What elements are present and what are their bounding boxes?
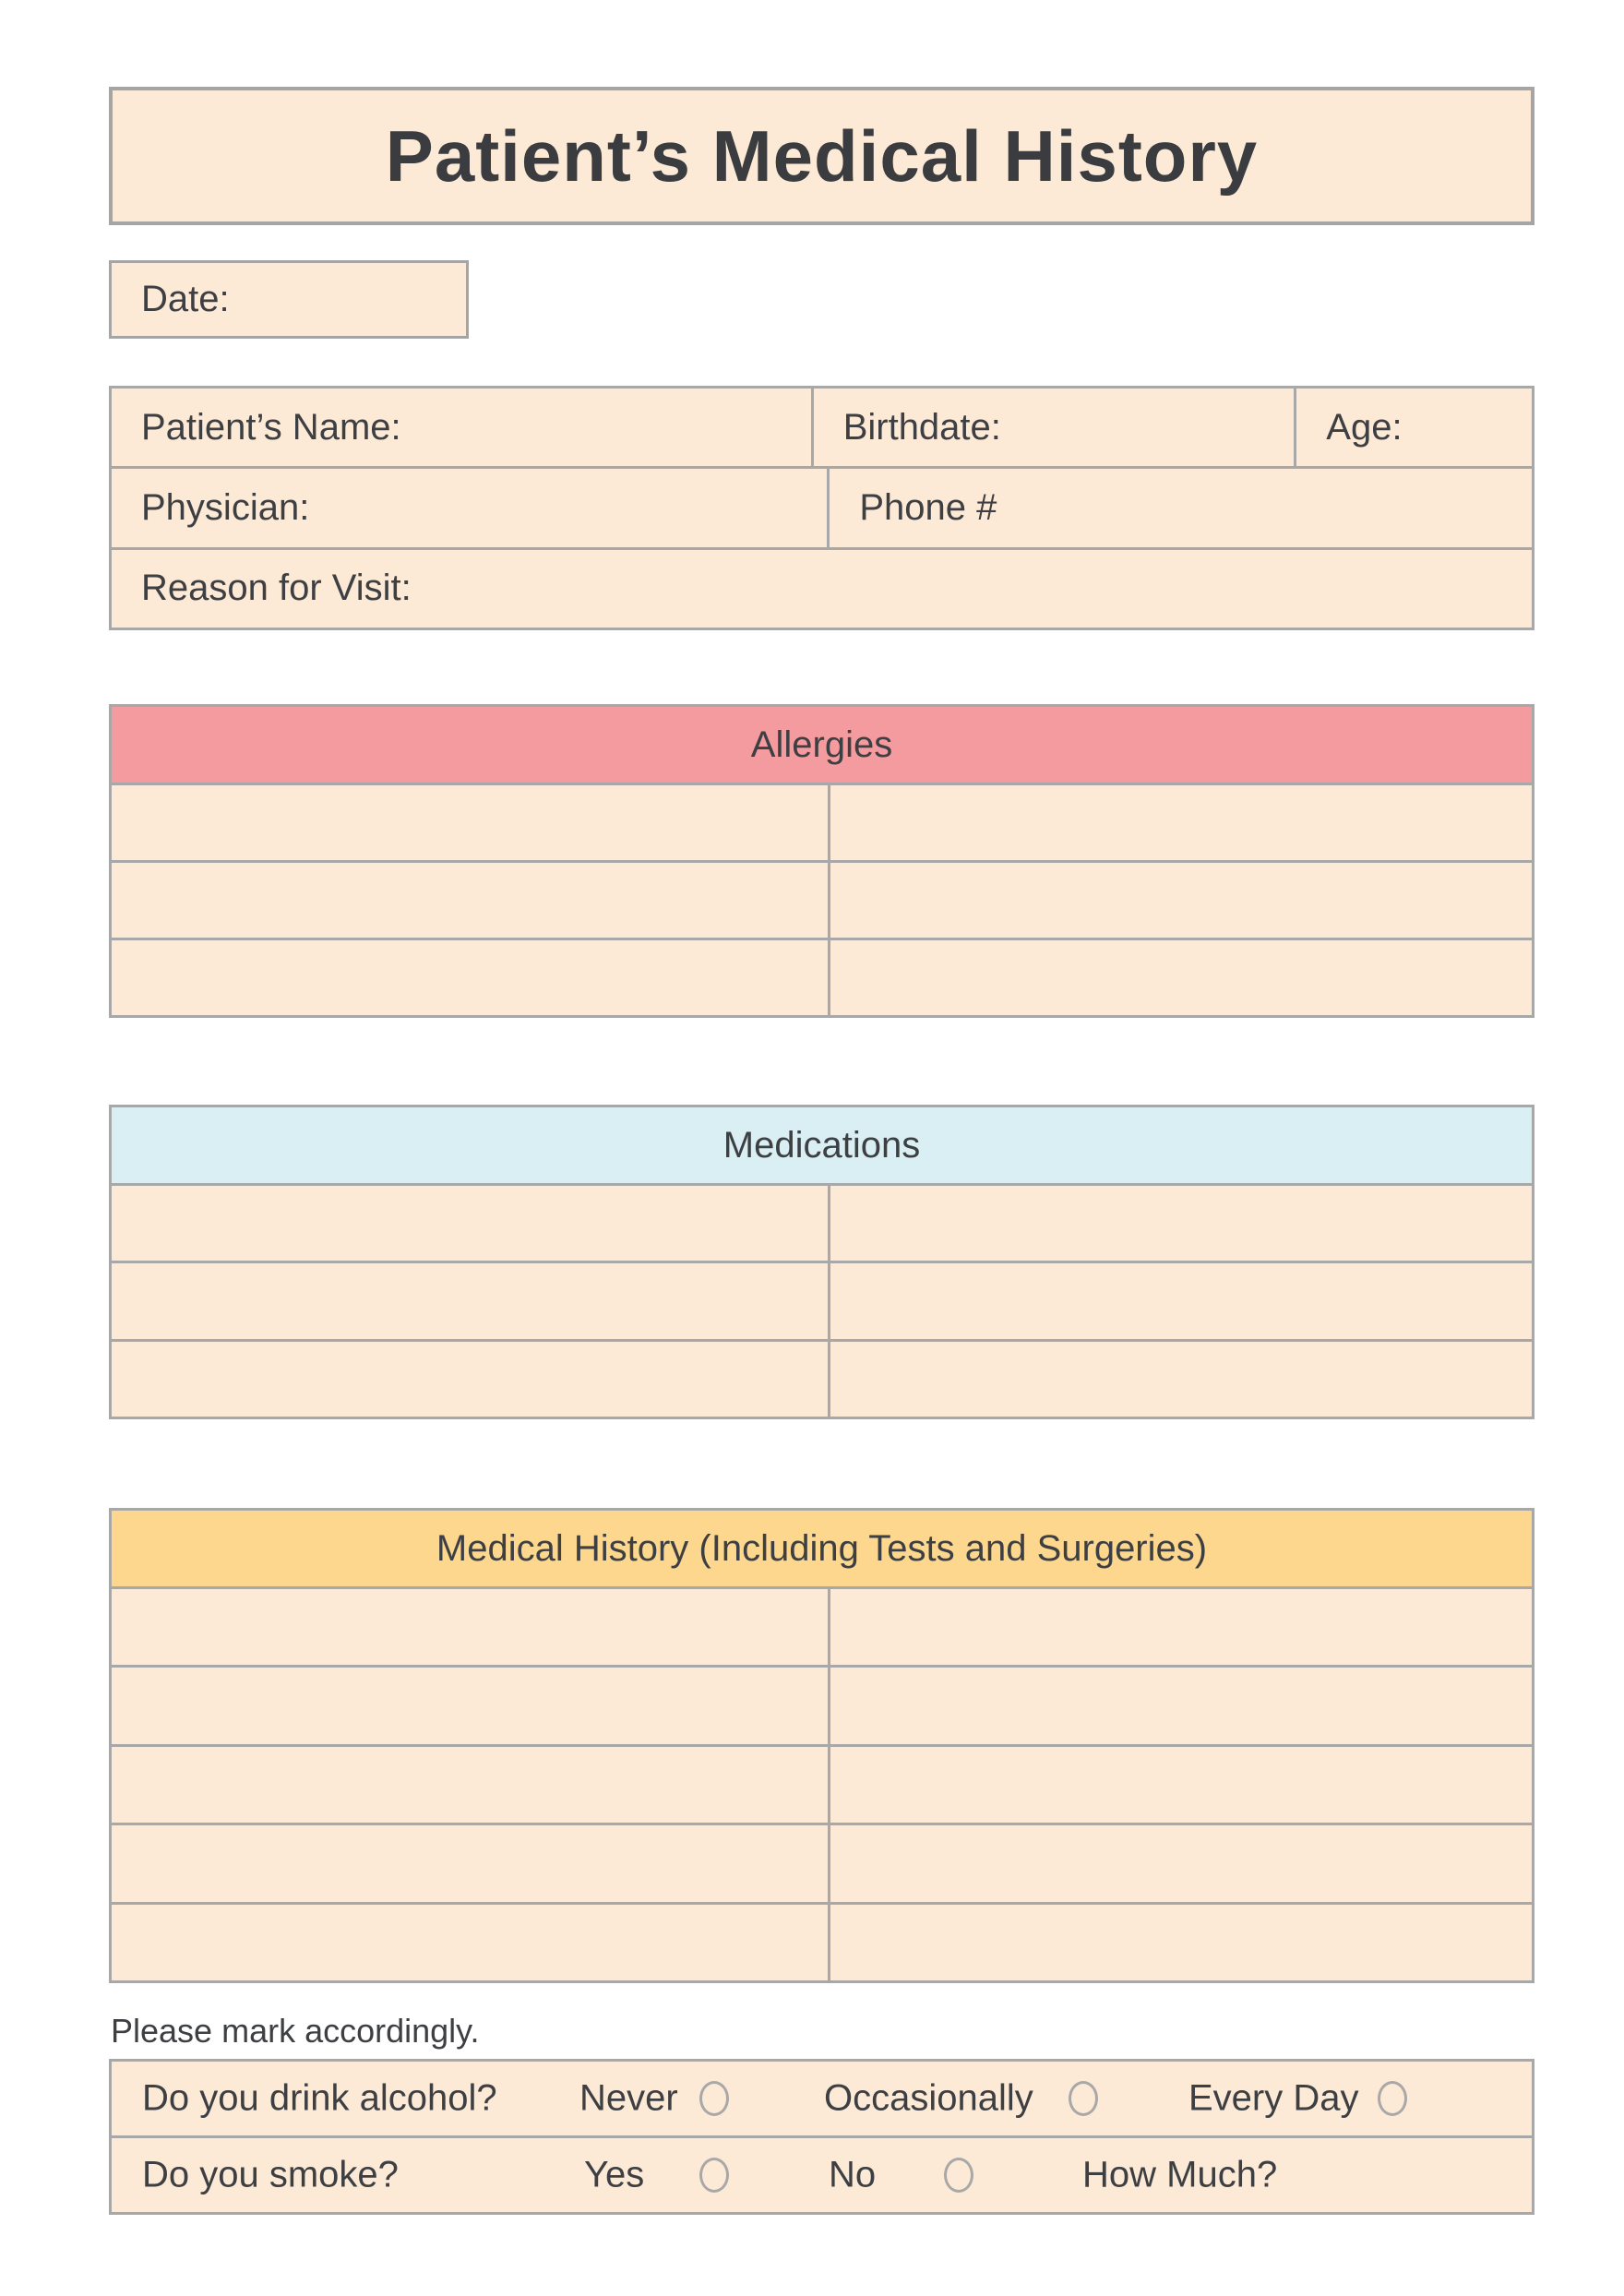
birthdate-label: Birthdate: bbox=[842, 406, 1001, 448]
questions-table bbox=[109, 2059, 1534, 2215]
page-title: Patient’s Medical History bbox=[385, 114, 1259, 197]
medical-history-input-cell[interactable] bbox=[112, 1589, 828, 1665]
medical-history-input-cell[interactable] bbox=[830, 1747, 1532, 1823]
medical-history-input-cell[interactable] bbox=[112, 1825, 828, 1901]
birthdate-cell[interactable] bbox=[814, 389, 1295, 466]
medical-history-input-cell[interactable] bbox=[112, 1905, 828, 1980]
allergy-input-cell[interactable] bbox=[830, 940, 1532, 1015]
table-row bbox=[112, 469, 1532, 546]
allergies-table bbox=[109, 704, 1534, 1018]
medication-input-cell[interactable] bbox=[112, 1342, 828, 1417]
reason-for-visit-cell[interactable] bbox=[112, 550, 1532, 628]
age-cell[interactable] bbox=[1296, 389, 1532, 466]
medical-history-input-cell[interactable] bbox=[830, 1825, 1532, 1901]
table-row bbox=[112, 1186, 1532, 1261]
radio-smoking-yes[interactable] bbox=[699, 2158, 729, 2193]
age-label: Age: bbox=[1326, 406, 1403, 448]
allergy-input-cell[interactable] bbox=[830, 863, 1532, 938]
table-row bbox=[112, 1589, 1532, 1665]
radio-alcohol-never[interactable] bbox=[699, 2081, 729, 2116]
alcohol-question-label: Do you drink alcohol? bbox=[142, 2077, 497, 2119]
table-row bbox=[112, 1263, 1532, 1338]
table-row bbox=[112, 785, 1532, 860]
table-row bbox=[112, 1668, 1532, 1743]
date-field[interactable] bbox=[109, 260, 469, 339]
how-much-label: How Much? bbox=[1082, 2154, 1278, 2195]
table-row bbox=[112, 863, 1532, 938]
physician-label: Physician: bbox=[141, 486, 310, 528]
radio-alcohol-occasionally[interactable] bbox=[1069, 2081, 1098, 2116]
patient-info-table bbox=[109, 386, 1534, 630]
allergy-input-cell[interactable] bbox=[112, 785, 828, 860]
radio-alcohol-everyday[interactable] bbox=[1378, 2081, 1407, 2116]
table-row bbox=[112, 940, 1532, 1015]
table-row bbox=[112, 1342, 1532, 1417]
form-title-box bbox=[109, 87, 1534, 225]
table-row bbox=[112, 550, 1532, 628]
medical-history-input-cell[interactable] bbox=[112, 1668, 828, 1743]
allergies-header: Allergies bbox=[112, 707, 1532, 783]
table-row bbox=[112, 1825, 1532, 1901]
medications-table bbox=[109, 1105, 1534, 1419]
medication-input-cell[interactable] bbox=[112, 1186, 828, 1261]
medical-history-input-cell[interactable] bbox=[830, 1589, 1532, 1665]
reason-for-visit-label: Reason for Visit: bbox=[141, 568, 412, 609]
date-label: Date: bbox=[141, 279, 230, 319]
mark-accordingly-note: Please mark accordingly. bbox=[111, 2012, 480, 2050]
medical-history-input-cell[interactable] bbox=[112, 1747, 828, 1823]
allergy-input-cell[interactable] bbox=[830, 785, 1532, 860]
medication-input-cell[interactable] bbox=[830, 1186, 1532, 1261]
medications-header: Medications bbox=[112, 1107, 1532, 1183]
patient-name-label: Patient’s Name: bbox=[141, 406, 401, 448]
medical-history-table bbox=[109, 1508, 1534, 1983]
medical-history-header: Medical History (Including Tests and Surgeries) bbox=[112, 1511, 1532, 1586]
smoking-option-yes-label: Yes bbox=[584, 2154, 645, 2195]
medical-history-input-cell[interactable] bbox=[830, 1905, 1532, 1980]
allergy-input-cell[interactable] bbox=[112, 940, 828, 1015]
physician-cell[interactable] bbox=[112, 469, 827, 546]
alcohol-option-occasionally-label: Occasionally bbox=[824, 2077, 1033, 2119]
medication-input-cell[interactable] bbox=[112, 1263, 828, 1338]
alcohol-question-row bbox=[112, 2062, 1532, 2135]
table-row bbox=[112, 1905, 1532, 1980]
radio-smoking-no[interactable] bbox=[944, 2158, 973, 2193]
medication-input-cell[interactable] bbox=[830, 1342, 1532, 1417]
smoking-question-label: Do you smoke? bbox=[142, 2154, 399, 2195]
phone-cell[interactable] bbox=[830, 469, 1532, 546]
alcohol-option-everyday-label: Every Day bbox=[1188, 2077, 1359, 2119]
alcohol-option-never-label: Never bbox=[579, 2077, 678, 2119]
medical-history-input-cell[interactable] bbox=[830, 1668, 1532, 1743]
medication-input-cell[interactable] bbox=[830, 1263, 1532, 1338]
table-row bbox=[112, 1747, 1532, 1823]
patient-name-cell[interactable] bbox=[112, 389, 811, 466]
allergy-input-cell[interactable] bbox=[112, 863, 828, 938]
smoking-option-no-label: No bbox=[829, 2154, 877, 2195]
smoking-question-row bbox=[112, 2138, 1532, 2212]
table-row bbox=[112, 389, 1532, 466]
phone-label: Phone # bbox=[859, 486, 997, 528]
